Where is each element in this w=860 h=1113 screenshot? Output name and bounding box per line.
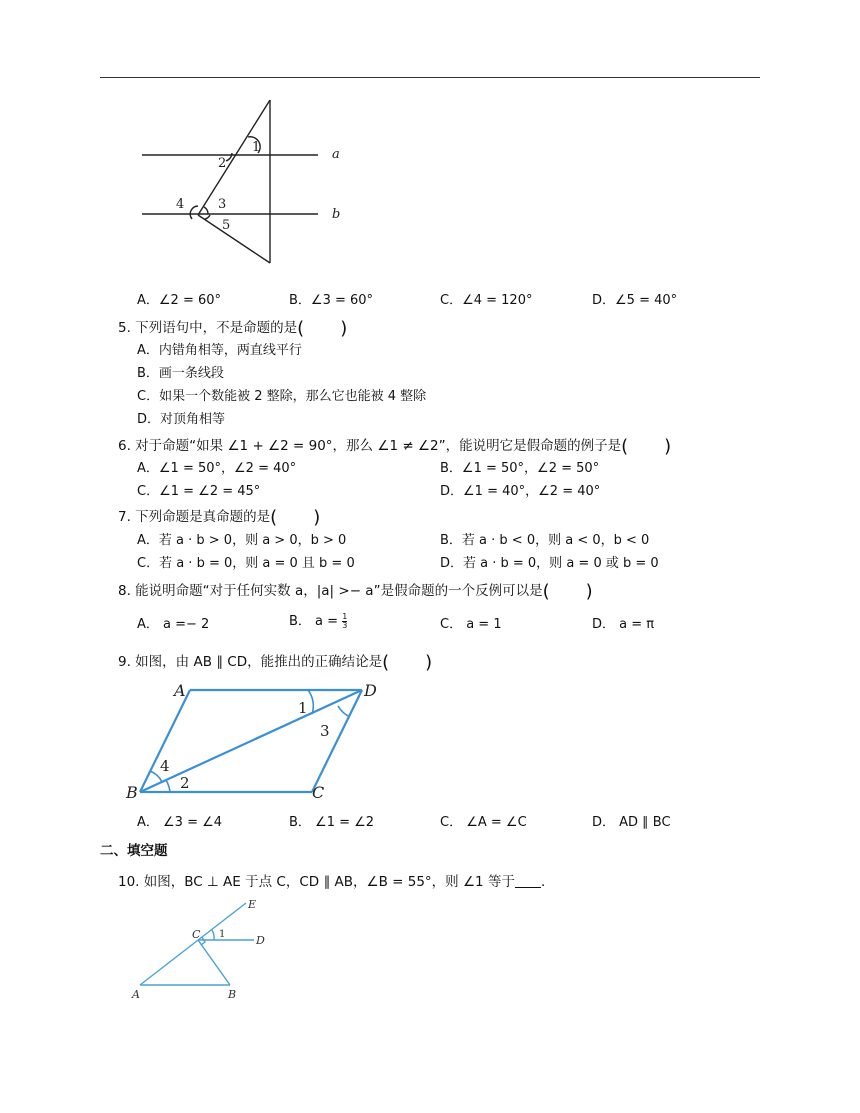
q6-stem: 6. 对于命题“如果 ∠1 + ∠2 = 90°，那么 ∠1 ≠ ∠2”，能说明它是假命题的例子是( ) (118, 436, 672, 457)
q6-option-b: B．∠1 = 50°，∠2 = 50° (440, 461, 600, 476)
q7-option-c: C．若 a · b = 0，则 a = 0 且 b = 0 (137, 556, 355, 571)
q10-stem: 10. 如图，BC ⊥ AE 于点 C，CD ∥ AB，∠B = 55°，则 ∠1 等于 . (118, 874, 546, 890)
q4-option-b: B．∠3 = 60° (289, 293, 374, 308)
angle-label-2: 2 (218, 156, 227, 171)
q9-option-a: A． ∠3 = ∠4 (137, 815, 223, 830)
fraction-one-third: $\frac{1}{3}$ (342, 612, 348, 630)
figure-parallel-lines-a-b (130, 95, 360, 270)
section-fill-in-blank-title: 二、填空题 (100, 843, 168, 859)
q9-answer-paren: ( ) (382, 652, 433, 673)
angle-label-4: 4 (176, 197, 185, 212)
q7-option-b: B．若 a · b < 0，则 a < 0，b < 0 (440, 533, 650, 548)
angle-label-3: 3 (320, 722, 330, 740)
vertex-label-c: C (312, 783, 325, 802)
q5-option-d: D．对顶角相等 (137, 412, 226, 427)
q7-option-a: A．若 a · b > 0，则 a > 0，b > 0 (137, 533, 347, 548)
vertex-label-a: A (174, 681, 186, 700)
line-label-b: b (332, 207, 341, 222)
q6-option-a: A．∠1 = 50°，∠2 = 40° (137, 461, 297, 476)
angle-label-3: 3 (218, 197, 227, 212)
angle-label-1: 1 (252, 140, 261, 155)
q4-option-c: C．∠4 = 120° (440, 293, 533, 308)
q5-answer-paren: ( ) (297, 318, 348, 339)
figure-perpendicular-bc-ae (130, 895, 270, 1005)
angle-label-1: 1 (219, 929, 226, 940)
q7-answer-paren: ( ) (270, 507, 321, 528)
q8-stem: 8. 能说明命题“对于任何实数 a，|a| >− a”是假命题的一个反例可以是( ) (118, 581, 593, 602)
vertex-label-c: C (192, 928, 201, 941)
q9-option-d: D． AD ∥ BC (592, 815, 671, 830)
q8-option-d: D． a = π (592, 617, 655, 632)
angle-label-2: 2 (180, 774, 190, 792)
vertex-label-b: B (228, 988, 237, 1001)
angle-label-1: 1 (298, 699, 308, 717)
angle-label-4: 4 (160, 757, 170, 775)
angle-label-5: 5 (222, 218, 231, 233)
header-rule (100, 77, 760, 78)
q4-option-a: A．∠2 = 60° (137, 293, 222, 308)
q10-answer-blank[interactable] (515, 875, 541, 888)
q5-option-b: B．画一条线段 (137, 366, 224, 381)
figure-parallelogram-abcd (122, 676, 402, 806)
q9-stem: 9. 如图，由 AB ∥ CD，能推出的正确结论是( ) (118, 652, 433, 673)
q6-option-d: D．∠1 = 40°，∠2 = 40° (440, 484, 601, 499)
q8-option-b: B． a = $\frac{1}{3}$ (289, 612, 348, 630)
q8-option-a: A． a =− 2 (137, 617, 210, 632)
q9-option-c: C． ∠A = ∠C (440, 815, 527, 830)
q7-option-d: D．若 a · b = 0，则 a = 0 或 b = 0 (440, 556, 659, 571)
q5-stem: 5. 下列语句中，不是命题的是( ) (118, 318, 348, 339)
vertex-label-e: E (248, 898, 257, 911)
vertex-label-d: D (364, 681, 377, 700)
line-label-a: a (332, 147, 340, 162)
q6-answer-paren: ( ) (621, 436, 672, 457)
q7-stem: 7. 下列命题是真命题的是( ) (118, 507, 321, 528)
vertex-label-b: B (126, 783, 138, 802)
q5-option-a: A．内错角相等，两直线平行 (137, 343, 302, 358)
q8-option-c: C． a = 1 (440, 617, 502, 632)
vertex-label-a: A (132, 988, 140, 1001)
q9-option-b: B． ∠1 = ∠2 (289, 815, 375, 830)
q4-option-d: D．∠5 = 40° (592, 293, 678, 308)
q8-answer-paren: ( ) (542, 581, 593, 602)
q5-option-c: C．如果一个数能被 2 整除，那么它也能被 4 整除 (137, 389, 427, 404)
vertex-label-d: D (256, 934, 265, 947)
q6-option-c: C．∠1 = ∠2 = 45° (137, 484, 261, 499)
